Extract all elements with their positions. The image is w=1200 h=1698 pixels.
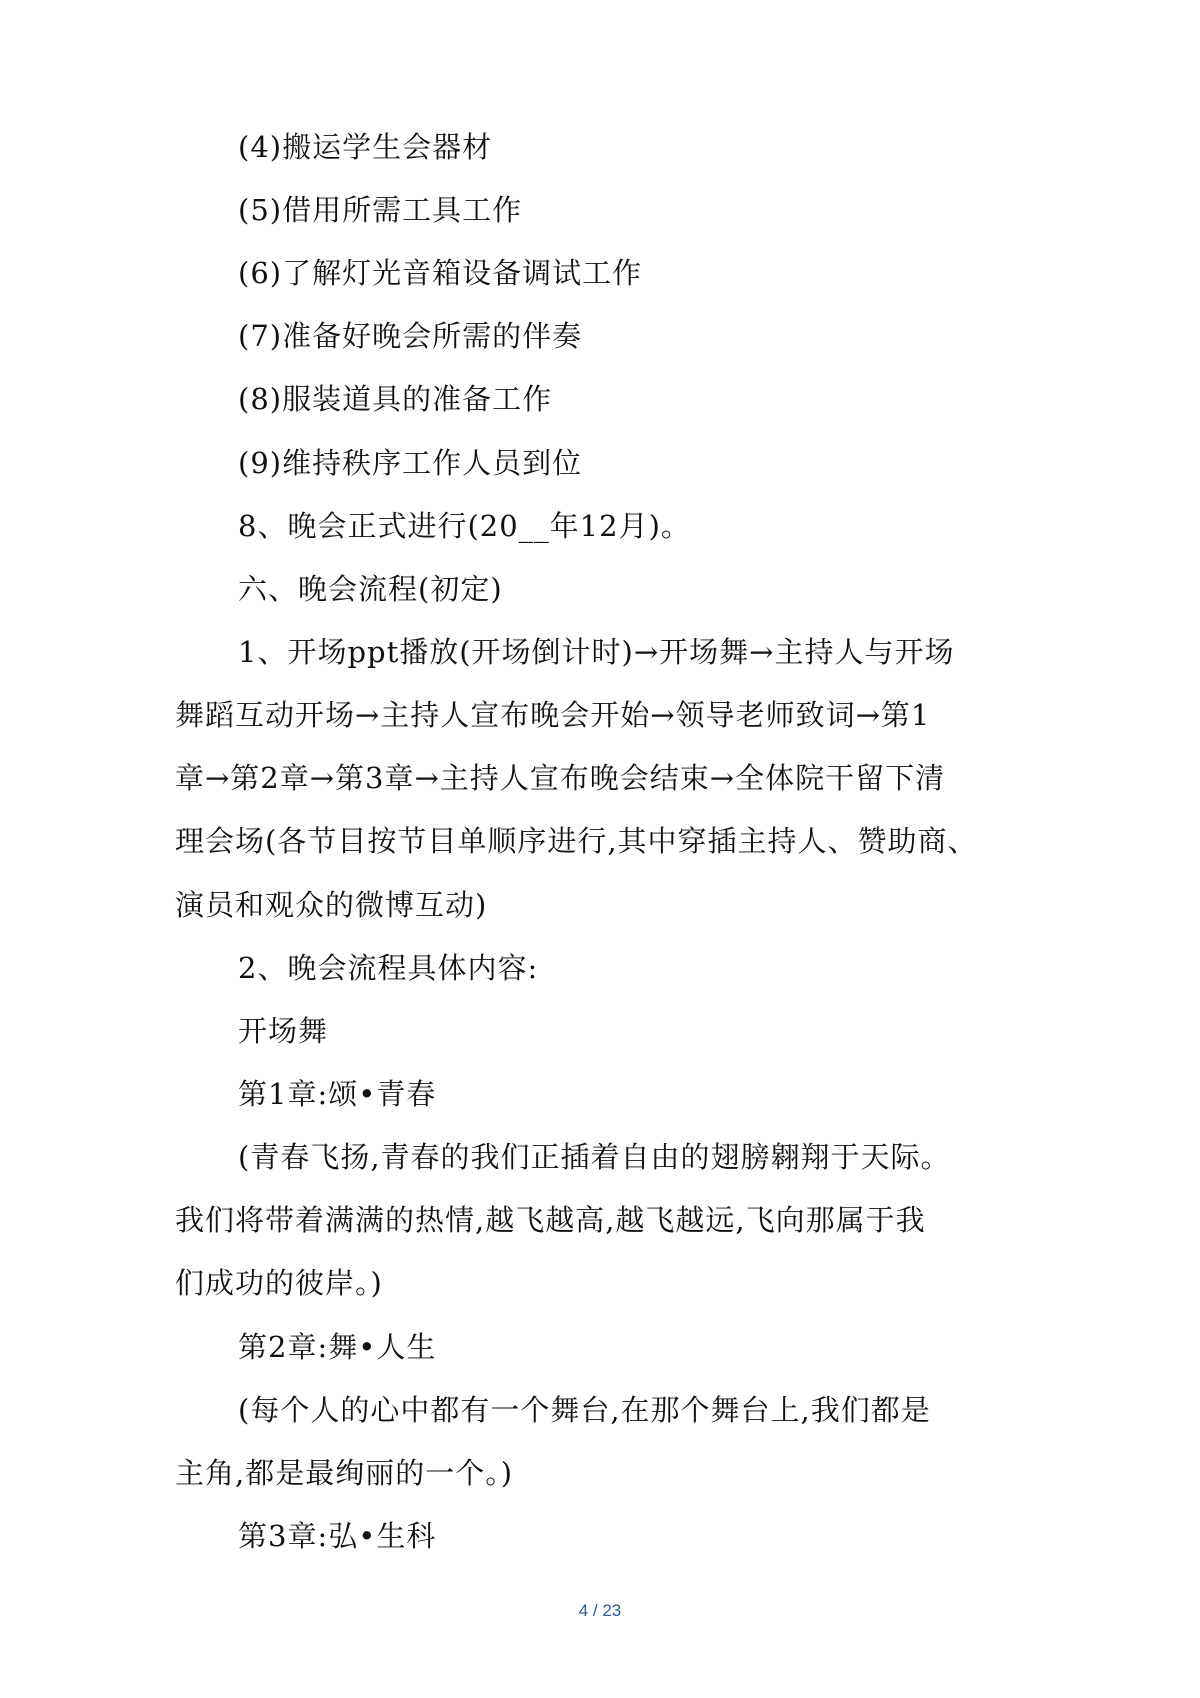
- text-line: 8、晚会正式进行(20__年12月)。: [238, 509, 691, 543]
- text-line: (每个人的心中都有一个舞台,在那个舞台上,我们都是: [238, 1393, 931, 1427]
- text-line: (9)维持秩序工作人员到位: [238, 446, 583, 480]
- chapter-title: 第3章:弘•生科: [238, 1519, 437, 1553]
- chapter-title: 第1章:颂•青春: [238, 1077, 437, 1111]
- chapter-title: 第2章:舞•人生: [238, 1330, 437, 1364]
- page-number: 4 / 23: [578, 1601, 622, 1620]
- text-line: 演员和观众的微博互动): [175, 888, 488, 922]
- text-line: 我们将带着满满的热情,越飞越高,越飞越远,飞向那属于我: [175, 1203, 926, 1237]
- text-line: (7)准备好晚会所需的伴奏: [238, 319, 583, 353]
- text-line: 2、晚会流程具体内容:: [238, 951, 539, 985]
- text-line: 理会场(各节目按节目单顺序进行,其中穿插主持人、赞助商、: [175, 824, 978, 858]
- section-heading: 六、晚会流程(初定): [238, 572, 503, 606]
- text-line: 主角,都是最绚丽的一个。): [175, 1456, 514, 1490]
- text-line: (5)借用所需工具工作: [238, 193, 523, 227]
- text-line: 们成功的彼岸。): [175, 1266, 383, 1300]
- text-line: 开场舞: [238, 1014, 329, 1048]
- text-line: 1、开场ppt播放(开场倒计时)→开场舞→主持人与开场: [238, 635, 955, 669]
- text-line: 舞蹈互动开场→主持人宣布晚会开始→领导老师致词→第1: [175, 698, 931, 732]
- text-line: (8)服装道具的准备工作: [238, 382, 553, 416]
- text-line: (6)了解灯光音箱设备调试工作: [238, 256, 643, 290]
- text-line: 章→第2章→第3章→主持人宣布晚会结束→全体院干留下清: [175, 761, 946, 795]
- text-line: (4)搬运学生会器材: [238, 130, 493, 164]
- text-line: (青春飞扬,青春的我们正插着自由的翅膀翱翔于天际。: [238, 1140, 951, 1174]
